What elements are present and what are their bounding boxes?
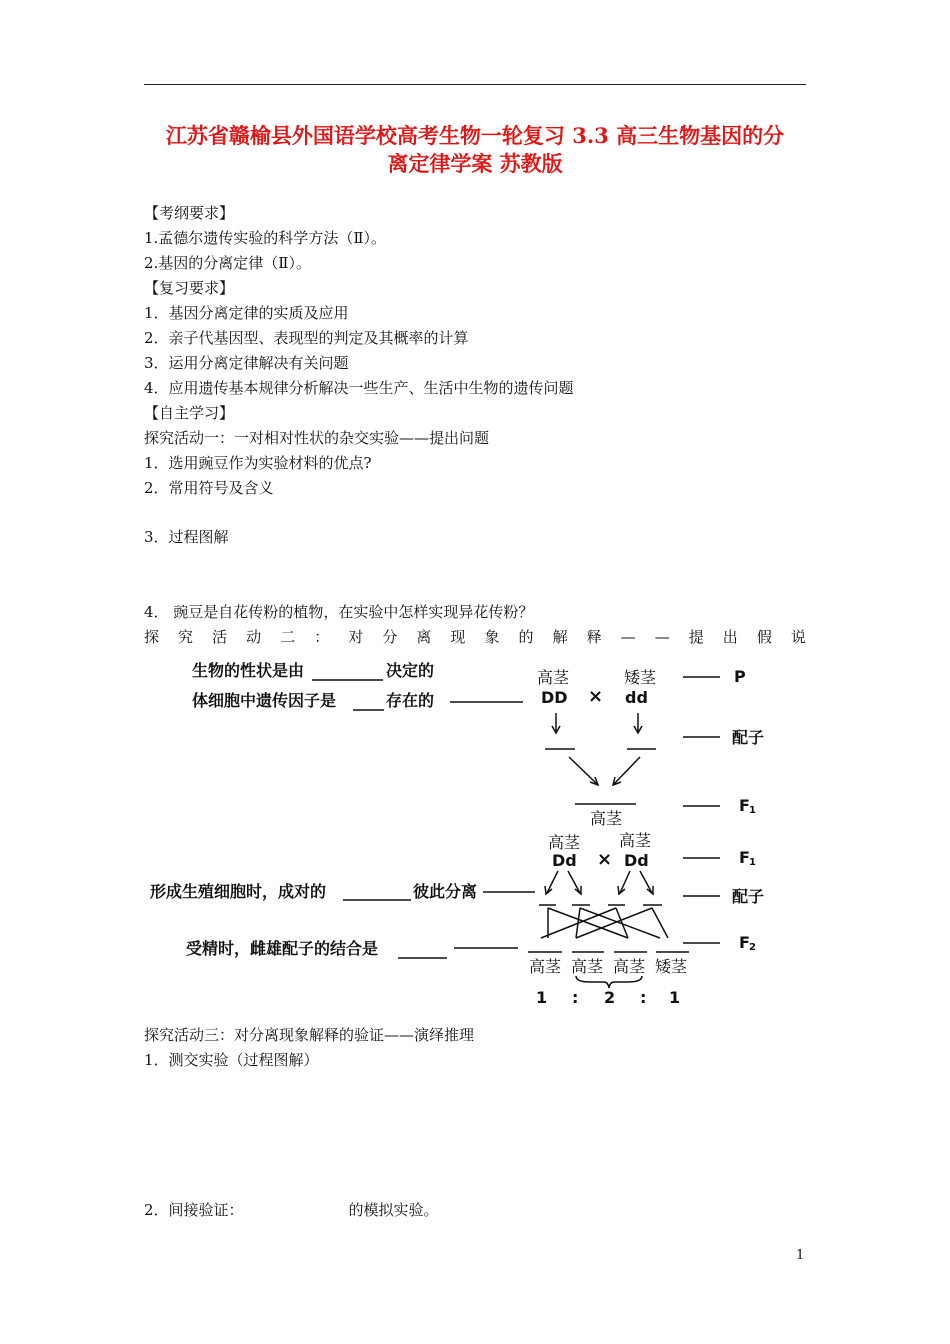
- exam-item-2: 2.基因的分离定律（Ⅱ）。: [144, 254, 312, 272]
- activity-1-item-4: 4． 豌豆是自花传粉的植物，在实验中怎样实现异花传粉？: [144, 603, 534, 621]
- heading-char: 究: [178, 628, 194, 646]
- heading-char: 假: [756, 628, 772, 646]
- heading-char: 二: [280, 628, 296, 646]
- ratio-2: 2: [604, 988, 616, 1007]
- heading-char: 解: [552, 628, 568, 646]
- label-gamete-1: 配子: [732, 728, 765, 747]
- page-number: 1: [796, 1248, 805, 1263]
- heading-char: —: [620, 628, 636, 646]
- ratio-brace: [576, 976, 642, 988]
- exam-item-1: 1.孟德尔遗传实验的科学方法（Ⅱ）。: [144, 229, 387, 247]
- heading-char: 现: [450, 628, 466, 646]
- ratio-3: 1: [669, 988, 681, 1007]
- f1-right-pheno: 高茎: [619, 831, 652, 850]
- heading-char: 动: [246, 628, 262, 646]
- label-f2-sub: 2: [749, 942, 756, 953]
- arrow-f1-rr: [640, 871, 652, 893]
- heading-char: —: [654, 628, 670, 646]
- review-item-1: 1．基因分离定律的实质及应用: [144, 304, 349, 322]
- ratio-sep-1: :: [572, 988, 579, 1007]
- arrow-merge-right: [614, 757, 640, 784]
- heading-char: 的: [518, 628, 534, 646]
- heading-char: 离: [416, 628, 432, 646]
- title-line-1: 江苏省赣榆县外国语学校高考生物一轮复习 3.3 高三生物基因的分: [165, 123, 785, 148]
- heading-char: 释: [586, 628, 602, 646]
- activity-3-item-2: [144, 1200, 439, 1220]
- indirect-suffix: 的模拟实验。: [348, 1201, 439, 1219]
- arrow-f1-lr: [568, 871, 580, 893]
- indirect-label: 2．间接验证：: [144, 1201, 244, 1219]
- label-gamete-a: 形成生殖细胞时，成对的: [150, 882, 327, 901]
- review-item-3: 3．运用分离定律解决有关问题: [144, 354, 349, 372]
- title-line-2: 离定律学案 苏教版: [387, 151, 563, 176]
- label-fert: 受精时，雌雄配子的结合是: [186, 939, 379, 958]
- section-heading-review: 【复习要求】: [144, 279, 235, 297]
- label-f1a-sub: 1: [749, 805, 756, 816]
- label-f2: F: [739, 933, 750, 952]
- cross-line: [652, 908, 668, 938]
- f1-cross: ×: [597, 849, 613, 870]
- label-trait-a: 生物的性状是由: [192, 661, 305, 680]
- heading-char: 提: [688, 628, 704, 646]
- label-f1b-sub: 1: [749, 857, 756, 868]
- activity-1-item-2: 2．常用符号及含义: [144, 479, 274, 497]
- parent-tall-genotype: DD: [541, 688, 568, 707]
- heading-char: 分: [382, 628, 398, 646]
- arrow-f1-ll: [547, 871, 558, 893]
- f2-pheno-4: 矮茎: [655, 957, 688, 976]
- heading-char: 对: [348, 628, 364, 646]
- f1-phenotype: 高茎: [590, 809, 623, 828]
- section-heading-self-study: 【自主学习】: [144, 404, 235, 422]
- label-gamete-b: 彼此分离: [413, 882, 478, 901]
- arrow-merge-left: [569, 757, 597, 784]
- heading-char: 象: [484, 628, 500, 646]
- label-p: P: [734, 667, 746, 686]
- label-cell-a: 体细胞中遗传因子是: [192, 691, 337, 710]
- activity-1-heading: 探究活动一：一对相对性状的杂交实验——提出问题: [144, 429, 490, 447]
- f2-pheno-1: 高茎: [529, 957, 562, 976]
- label-cell-b: 存在的: [386, 691, 435, 710]
- activity-3-heading: 探究活动三：对分离现象解释的验证——演绎推理: [144, 1026, 475, 1044]
- heading-char: 活: [212, 628, 228, 646]
- heading-char: 说: [790, 628, 806, 646]
- activity-1-item-3: 3．过程图解: [144, 528, 229, 546]
- heading-char: 出: [722, 628, 738, 646]
- ratio-sep-2: :: [640, 988, 647, 1007]
- label-f1b: F: [739, 848, 750, 867]
- parent-cross: ×: [588, 686, 604, 707]
- parent-short: 矮茎: [624, 668, 657, 687]
- parent-tall: 高茎: [537, 668, 570, 687]
- label-trait-b: 决定的: [386, 661, 435, 680]
- parent-short-genotype: dd: [625, 688, 648, 707]
- f2-pheno-3: 高茎: [613, 957, 646, 976]
- heading-char: 探: [144, 628, 160, 646]
- cross-line: [580, 908, 660, 938]
- f2-pheno-2: 高茎: [571, 957, 604, 976]
- label-f1a: F: [739, 796, 750, 815]
- f1-left-geno: Dd: [552, 851, 577, 870]
- heading-char: ：: [314, 628, 330, 646]
- cross-line: [541, 908, 616, 938]
- review-item-4: 4．应用遗传基本规律分析解决一些生产、生活中生物的遗传问题: [144, 379, 574, 397]
- label-gamete-2: 配子: [732, 887, 765, 906]
- f1-right-geno: Dd: [624, 851, 649, 870]
- activity-3-item-1: 1．测交实验（过程图解）: [144, 1051, 319, 1069]
- f1-left-pheno: 高茎: [548, 833, 581, 852]
- review-item-2: 2．亲子代基因型、表现型的判定及其概率的计算: [144, 329, 469, 347]
- section-heading-exam: 【考纲要求】: [144, 204, 235, 222]
- ratio-1: 1: [536, 988, 548, 1007]
- activity-1-item-1: 1．选用豌豆作为实验材料的优点?: [144, 454, 372, 472]
